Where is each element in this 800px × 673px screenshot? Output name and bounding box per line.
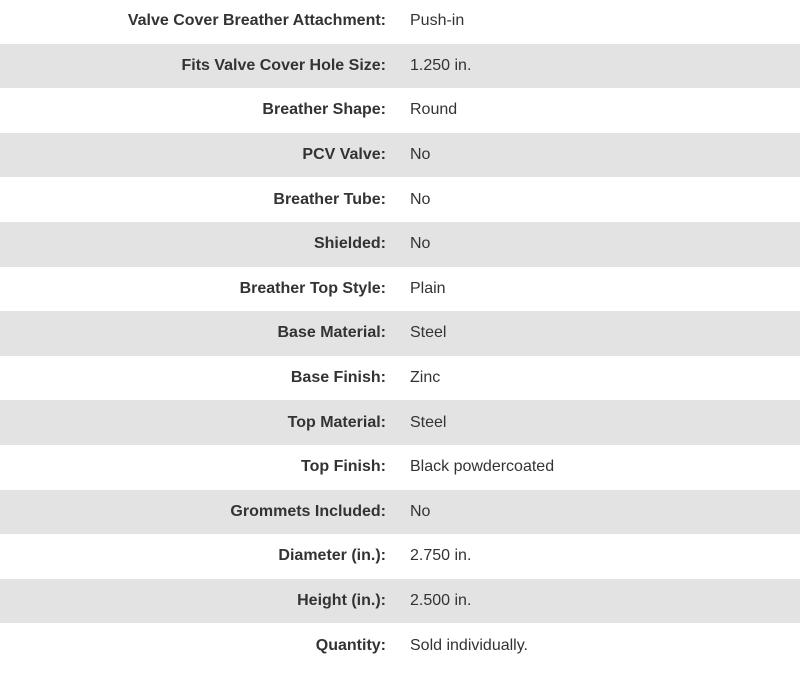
spec-value: No	[410, 502, 431, 520]
spec-value: Black powdercoated	[410, 458, 555, 476]
spec-label: Top Finish:	[300, 458, 386, 476]
spec-label: PCV Valve:	[302, 146, 386, 164]
spec-label: Quantity:	[315, 636, 386, 654]
spec-label: Base Finish:	[290, 369, 386, 387]
spec-value: Sold individually.	[410, 636, 528, 654]
spec-value: Round	[410, 101, 458, 119]
spec-label: Diameter (in.):	[278, 547, 386, 565]
spec-value: Steel	[410, 413, 447, 431]
spec-value: Zinc	[410, 369, 441, 387]
spec-row-top-finish	[0, 445, 800, 490]
spec-label: Base Material:	[277, 324, 386, 342]
spec-row-breather-tube	[0, 177, 800, 222]
spec-value: Push-in	[410, 12, 465, 30]
spec-label: Breather Shape:	[262, 101, 386, 119]
spec-row-base-finish	[0, 356, 800, 401]
spec-value: No	[410, 146, 431, 164]
spec-row-base-material	[0, 311, 800, 356]
spec-row-pcv-valve	[0, 133, 800, 178]
spec-row-breather-shape	[0, 88, 800, 133]
spec-row-top-material	[0, 400, 800, 445]
spec-value: No	[410, 190, 431, 208]
spec-label: Top Material:	[287, 413, 386, 431]
spec-row-height	[0, 579, 800, 624]
spec-value: Plain	[410, 279, 446, 297]
spec-value: No	[410, 235, 431, 253]
spec-row-valve-cover-breather-attachment	[0, 0, 800, 44]
spec-label: Height (in.):	[297, 592, 386, 610]
spec-label: Breather Tube:	[273, 190, 386, 208]
spec-label: Breather Top Style:	[239, 279, 386, 297]
spec-label: Grommets Included:	[230, 502, 386, 520]
spec-value: 2.500 in.	[410, 592, 472, 610]
spec-value: Steel	[410, 324, 447, 342]
spec-label: Fits Valve Cover Hole Size:	[181, 56, 386, 74]
spec-value: 2.750 in.	[410, 547, 472, 565]
spec-row-shielded	[0, 222, 800, 267]
spec-label: Shielded:	[313, 235, 386, 253]
spec-row-diameter	[0, 534, 800, 579]
spec-row-grommets-included	[0, 490, 800, 535]
spec-row-quantity	[0, 623, 800, 668]
spec-value: 1.250 in.	[410, 56, 472, 74]
spec-row-breather-top-style	[0, 267, 800, 312]
spec-label: Valve Cover Breather Attachment:	[127, 12, 386, 30]
spec-row-fits-valve-cover-hole-size	[0, 44, 800, 89]
